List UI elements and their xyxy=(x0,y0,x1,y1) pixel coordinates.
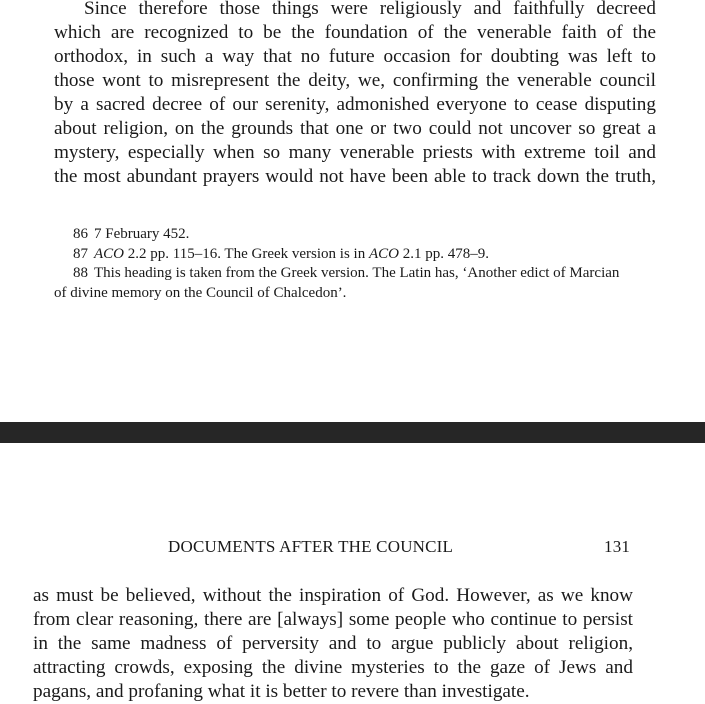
footnote-88 xyxy=(54,264,656,303)
paragraph-line: from clear reasoning, there are [always] some people who continue to persist xyxy=(33,609,633,630)
page-number: 131 xyxy=(604,537,631,556)
page-divider xyxy=(0,422,705,443)
footnote-text: 2.2 pp. 115–16. The Greek version is in xyxy=(124,245,369,262)
paragraph-line: mystery, especially when so many venerable priests with extreme toil and xyxy=(54,142,656,163)
footnotes xyxy=(54,225,656,303)
footnote-86 xyxy=(54,225,656,245)
footnote-abbreviation: ACO xyxy=(94,245,124,262)
running-title: DOCUMENTS AFTER THE COUNCIL xyxy=(168,537,454,556)
footnote-number: 87 xyxy=(73,245,88,262)
footnote-87 xyxy=(54,245,656,265)
footnote-text: 2.1 pp. 478–9. xyxy=(398,245,489,262)
paragraph-line: about religion, on the grounds that one or two could not uncover so great a xyxy=(54,118,656,139)
paragraph-line: in the same madness of perversity and to argue publicly about religion, xyxy=(33,633,633,654)
footnote-abbreviation: ACO xyxy=(368,245,399,262)
paragraph-line: by a sacred decree of our serenity, admonished everyone to cease disputing xyxy=(54,94,656,115)
footnote-text: This heading is taken from the Greek version. The Latin has, ‘Another edict of Marcian xyxy=(94,265,620,281)
paragraph-line: orthodox, in such a way that no future occasion for doubting was left to xyxy=(54,46,656,67)
paragraph-line: the most abundant prayers would not have been able to track down the truth, xyxy=(54,166,656,187)
upper-page-paragraph xyxy=(54,0,656,189)
footnote-text: 7 February 452. xyxy=(94,226,190,242)
paragraph-line: Since therefore those things were religiously and faithfully decreed xyxy=(84,0,656,19)
paragraph-line: as must be believed, without the inspiration of God. However, as we know xyxy=(33,585,633,606)
footnote-text-continued: of divine memory on the Council of Chalcedon’. xyxy=(54,284,347,301)
footnote-number: 88 xyxy=(73,265,88,281)
footnote-number: 86 xyxy=(73,226,88,242)
lower-page-paragraph xyxy=(33,584,633,704)
paragraph-line: those wont to misrepresent the deity, we, confirming the venerable council xyxy=(54,70,656,91)
paragraph-line: which are recognized to be the foundation of the venerable faith of the xyxy=(54,22,656,43)
paragraph-line: attracting crowds, exposing the divine mysteries to the gaze of Jews and xyxy=(33,657,633,678)
paragraph-line: pagans, and profaning what it is better to revere than investigate. xyxy=(33,681,530,702)
